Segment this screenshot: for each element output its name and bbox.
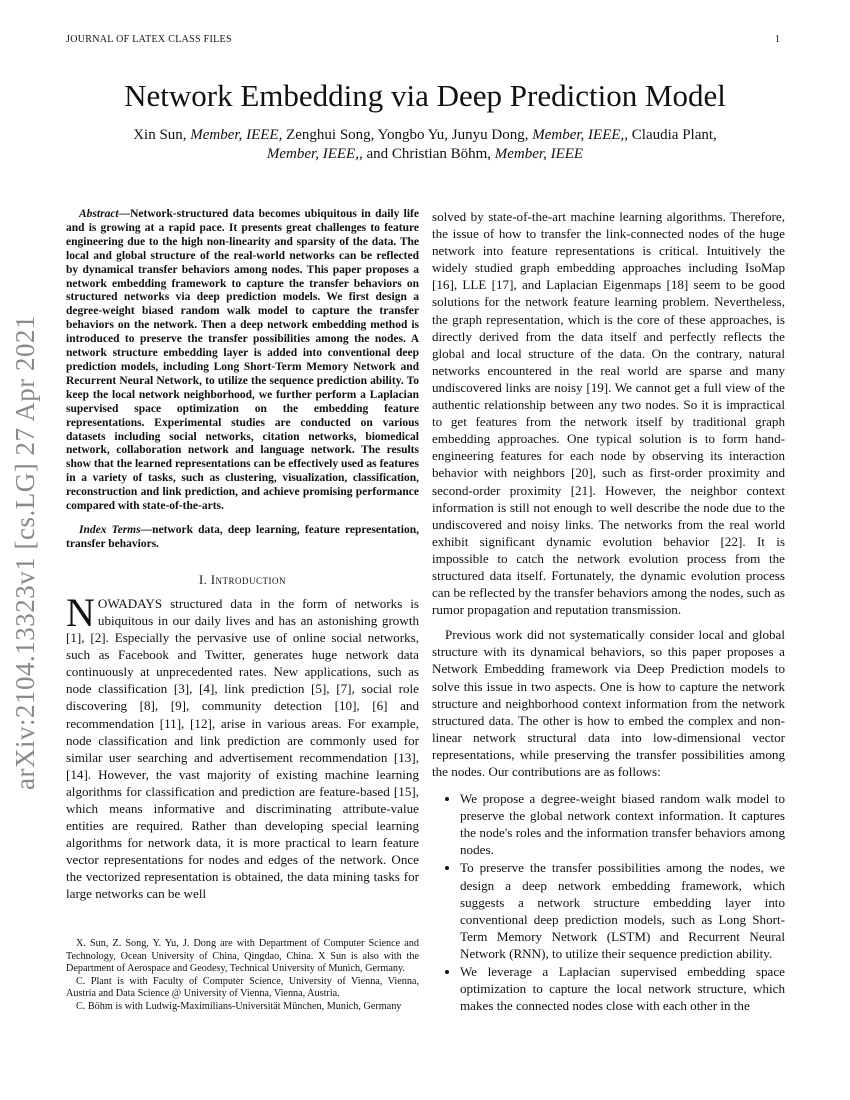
right-column [432, 208, 785, 1015]
drop-cap: N [66, 589, 95, 635]
index-terms: Index Terms—network data, deep learning, feature representation, transfer behaviors. [66, 523, 419, 550]
list-item: • We propose a degree-weight biased random walk model to preserve the global network context information. It captures the node's roles and the information transfer behaviors among nodes. [460, 790, 785, 858]
footnote: X. Sun, Z. Song, Y. Yu, J. Dong are with Department of Computer Science and Technology, Ocean University of China, Qingdao, China. X Sun is also with the Department of Aerospace and Geodesy, Technical University of Munich, Germany. [66, 938, 419, 975]
abstract: Abstract—Network-structured data becomes ubiquitous in daily life and is growing at a rapid pace. It presents great challenges to feature engineering due to the high non-linearity and sparsity of the data. The local and global structure of the real-world networks can be reflected by dynamical transfer behaviors among nodes. This paper proposes a network embedding framework to capture the transfer behaviors on structured networks via deep prediction models. We first design a degree-weight biased random walk model to capture the transfer behaviors on the network. Then a deep network embedding method is introduced to preserve the transfer possibilities among the nodes. A network structure embedding layer is added into conventional deep prediction models, including Long Short-Term Memory Network and Recurrent Neural Network, to utilize the sequence prediction ability. To keep the local network neighborhood, we further perform a Laplacian supervised space optimization on the embedding feature representations. Experimental studies are conducted on various datasets including social networks, citation networks, biomedical network, collaboration network and language network. The results show that the learned representations can be effectively used as features in a variety of tasks, such as clustering, visualization, classification, reconstruction and link prediction, and achieve promising performance compared with state-of-the-arts. [66, 208, 419, 513]
footnotes [66, 938, 419, 1014]
footnote: C. Plant is with Faculty of Computer Science, University of Vienna, Vienna, Austria and Data Science @ University of Vienna, Vienna, Austria. [66, 975, 419, 1000]
page-number: 1 [775, 34, 780, 45]
footnote: C. Böhm is with Ludwig-Maximilians-Universität München, Munich, Germany [76, 1000, 402, 1012]
contribution-list [432, 790, 785, 1014]
body-paragraph: solved by state-of-the-art machine learning algorithms. Therefore, the issue of how to transfer the link-connected nodes of the huge network into feature representations is critical. Intuitively the widely studied graph embedding approaches including IsoMap [16], LLE [17], and Laplacian Eigenmaps [18] seem to be good solutions for the network feature learning problem. Nevertheless, the graph representation, which is the core of these approaches, is directly derived from the data itself and perfectly reflects the global and local structure of the data. On the contrary, natural networks encountered in the real world are sparse and many undiscovered links are noisy [19]. We cannot get a full view of the authentic relationship between any two nodes. So it is impractical to get features from the network itself by traditional graph embedding approaches. One typical solution is to form hand-engineering features for each node by observing its interaction behavior with neighbors [20], such as first-order proximity and second-order proximity [21]. However, the neighbor context information is still not enough to well describe the node due to the undiscovered and noisy links. The networks from the real world exhibit significant dynamic evolution behavior [22]. It is impossible to catch the network evolution process from the structured data itself. Fortunately, the dynamic evolution process can be reflected by the transfer behaviors among the nodes, such as rumor propagation and reputation transmission. [432, 209, 785, 618]
list-item: • We leverage a Laplacian supervised embedding space optimization to capture the local network structure, which makes the connected nodes close with each other in the [460, 963, 785, 1014]
left-column [66, 208, 419, 903]
paper-title: Network Embedding via Deep Prediction Model [124, 78, 726, 113]
section-heading: I. Introduction [198, 572, 287, 587]
body-paragraph: Previous work did not systematically consider local and global structure with its dynamical behaviors, so this paper proposes a Network Embedding framework via Deep Prediction models to solve this issue in two aspects. One is how to capture the network structure and neighborhood context information from the network structured data. The other is how to embed the complex and non-linear network structural data into low-dimensional vector representations, while preserving the transfer possibilities among the nodes. Our contributions are as follows: [432, 627, 785, 779]
arxiv-watermark [10, 290, 50, 790]
running-header: JOURNAL OF LATEX CLASS FILES [66, 34, 232, 45]
intro-paragraph: NOWADAYS structured data in the form of networks is ubiquitous in our daily lives and has an astonishing growth [1], [2]. Especially the pervasive use of online social networks, such as Facebook and Twitter, generates huge network data continuously at unprecedented rates. New applications, such as node classification [3], [4], link prediction [5], [7], social role discovering [8], [9], community detection [10], [6] and recommendation [11], [12], arise in various areas. For example, node classification and link prediction are commonly used for similar user searching and advertisement recommendation [13], [14]. However, the vast majority of existing machine learning algorithms for classification and prediction are feature-based [15], which means informative and discriminating attribute-value entities are required. Rather than developing special learning algorithms for network data, it is more practical to learn feature vector representations for nodes and edges of the network. Once the vectorized representation is obtained, the data mining tasks for large networks can be well [66, 589, 419, 902]
list-item: • To preserve the transfer possibilities among the nodes, we design a deep network embedding framework, which suggests a network structure embedding layer into conventional deep prediction models, such as Long Short-Term Memory Network (LSTM) and Recurrent Neural Network (RNN), to utilize their sequence prediction ability. [460, 859, 785, 962]
arxiv-id: arXiv:2104.13323v1 [cs.LG] 27 Apr 2021 [10, 315, 40, 790]
author-list: Xin Sun, Member, IEEE, Zenghui Song, Yongbo Yu, Junyu Dong, Member, IEEE,, Claudia Plant, Member, IEEE,, and Christian Böhm, Member, IEEE [133, 127, 717, 162]
